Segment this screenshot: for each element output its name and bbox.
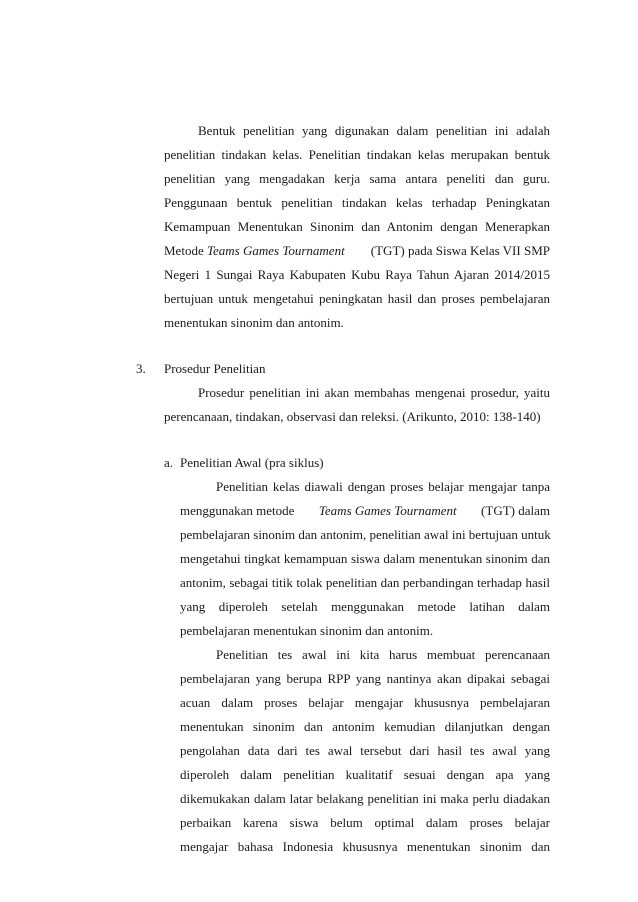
method-name-italic: Teams Games Tournament (318, 503, 457, 518)
text-segment: (TGT) pada Siswa Kelas VII SMP (370, 243, 550, 258)
subsection-a-p1-line-5: antonim, sebagai titik tolak penelitian dan perbandingan terhadap hasil (180, 575, 550, 590)
text-segment: Metode (164, 243, 207, 258)
subsection-a-p1-line-6: yang diperoleh setelah menggunakan metode latihan dalam (180, 599, 550, 614)
section-title: Prosedur Penelitian (164, 361, 266, 376)
subsection-letter: a. (164, 455, 174, 470)
subsection-a-p2-line-1: Penelitian tes awal ini kita harus membuat perencanaan (216, 647, 550, 662)
paragraph-1-line-2: penelitian tindakan kelas. Penelitian tindakan kelas merupakan bentuk (164, 147, 550, 162)
method-name-italic: Teams Games Tournament (206, 243, 345, 258)
text-segment: menggunakan metode (180, 503, 295, 518)
subsection-a-p2-line-6: diperoleh dalam penelitian kualitatif sesuai dengan apa yang (180, 767, 550, 782)
subsection-a-p2-line-9: mengajar bahasa Indonesia khususnya menentukan sinonim dan (180, 839, 550, 854)
paragraph-1-line-8: bertujuan untuk mengetahui peningkatan hasil dan proses pembelajaran (164, 291, 550, 306)
subsection-a-p1-line-4: mengetahui tingkat kemampuan siswa dalam menentukan sinonim dan (180, 551, 550, 566)
paragraph-1-line-6 (164, 243, 550, 259)
subsection-a-p2-line-4: menentukan sinonim dan antonim kemudian dilanjutkan dengan (180, 719, 550, 734)
subsection-a-p2-line-3: acuan dalam proses belajar mengajar khususnya pembelajaran (180, 695, 550, 710)
subsection-a-p1-line-3: pembelajaran sinonim dan antonim, penelitian awal ini bertujuan untuk (180, 527, 551, 542)
section-number: 3. (136, 361, 146, 376)
subsection-a-p1-line-2 (180, 503, 550, 519)
section-3-line-2: perencanaan, tindakan, observasi dan releksi. (Arikunto, 2010: 138-140) (164, 409, 541, 424)
paragraph-1-line-4: Penggunaan bentuk penelitian tindakan kelas terhadap Peningkatan (164, 195, 550, 210)
text-segment: (TGT) dalam (481, 503, 550, 518)
paragraph-1-line-3: penelitian yang mengadakan kerja sama antara peneliti dan guru. (164, 171, 550, 186)
subsection-a-p1-line-1: Penelitian kelas diawali dengan proses belajar mengajar tanpa (216, 479, 550, 494)
paragraph-1-line-5: Kemampuan Menentukan Sinonim dan Antonim dengan Menerapkan (164, 219, 550, 234)
line-6-lead (164, 243, 345, 259)
subsection-a-p1-line-7: pembelajaran menentukan sinonim dan antonim. (180, 623, 434, 638)
paragraph-1-line-1: Bentuk penelitian yang digunakan dalam penelitian ini adalah (198, 123, 550, 138)
subsection-a-p2-line-2: pembelajaran yang berupa RPP yang nantinya akan dipakai sebagai (180, 671, 550, 686)
paragraph-1-line-7: Negeri 1 Sungai Raya Kabupaten Kubu Raya Tahun Ajaran 2014/2015 (164, 267, 550, 282)
subsection-a-p2-line-5: pengolahan data dari tes awal tersebut dari hasil tes awal yang (180, 743, 550, 758)
paragraph-1-line-9: menentukan sinonim dan antonim. (164, 315, 344, 330)
subsection-a-p2-line-7: dikemukakan dalam latar belakang penelitian ini maka perlu diadakan (180, 791, 550, 806)
subsection-a-p2-line-8: perbaikan karena siswa belum optimal dalam proses belajar (180, 815, 550, 830)
section-3-line-1: Prosedur penelitian ini akan membahas mengenai prosedur, yaitu (198, 385, 550, 400)
subsection-title: Penelitian Awal (pra siklus) (180, 455, 324, 470)
